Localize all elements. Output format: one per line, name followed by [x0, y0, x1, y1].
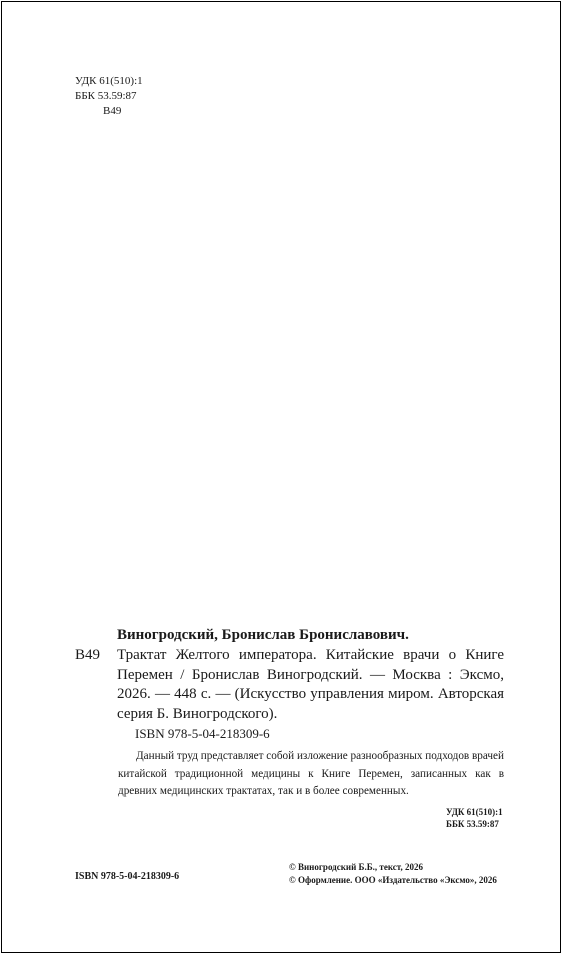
copyright-text: © Виногродский Б.Б., текст, 2026 — [289, 862, 424, 872]
bbk-top: ББК 53.59:87 — [75, 90, 137, 102]
author-mark: В49 — [75, 647, 101, 663]
book-description: Данный труд представляет собой изложение разнообразных подходов врачей китайской традиционной медицины к Книге Перемен, записанных как в древних медицинских трактатах, так и в более современных. — [118, 750, 504, 797]
udk-card: УДК 61(510):1 — [446, 807, 503, 817]
copyright-design: © Оформление. ООО «Издательство «Эксмо», 2026 — [289, 875, 497, 885]
isbn-card: ISBN 978-5-04-218309-6 — [135, 726, 270, 741]
udk-top: УДК 61(510):1 — [75, 75, 143, 87]
author-mark-top: В49 — [103, 105, 122, 117]
bibliographic-annotation: Трактат Желтого императора. Китайские врачи о Книге Перемен / Бронислав Виногродский. — Москва : Эксмо, 2026. — 448 с. — (Искусство управления миром. Авторская серия Б. Виногродского). — [117, 647, 504, 722]
author-heading: Виногродский, Бронислав Брониславович. — [117, 627, 409, 643]
isbn-footer: ISBN 978-5-04-218309-6 — [75, 871, 180, 882]
bbk-card: ББК 53.59:87 — [446, 819, 499, 829]
